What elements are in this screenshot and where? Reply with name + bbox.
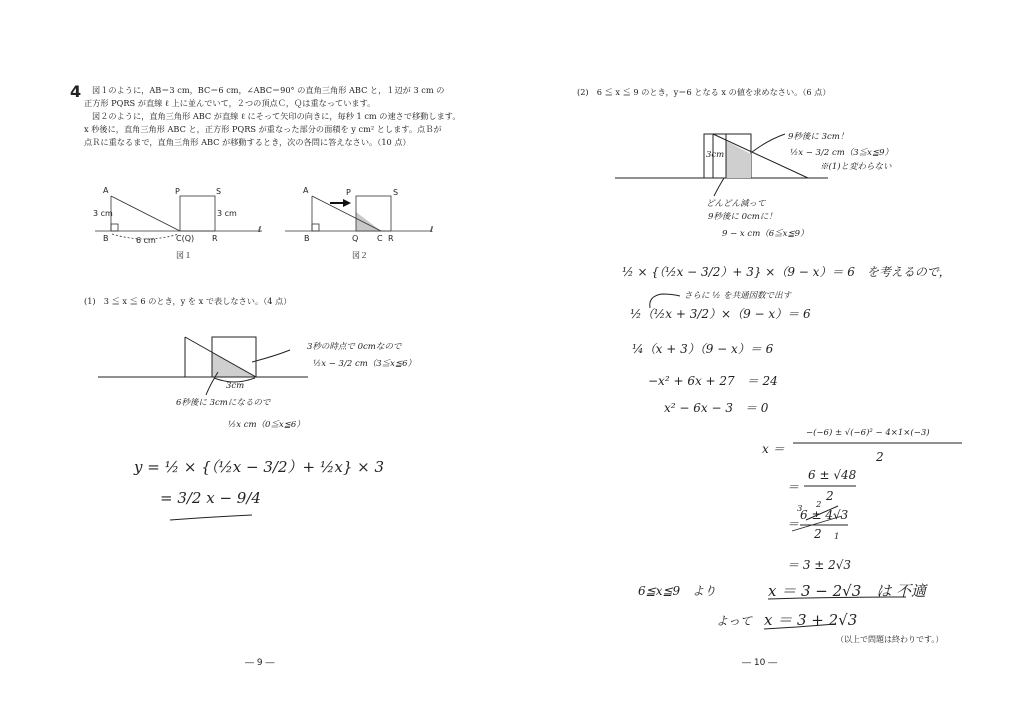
fig2-caption: 図２ (352, 251, 368, 260)
q1-work-line-2: = 3/2 x − 9/4 (160, 489, 261, 507)
q2-note-2a: どんどん減って (706, 199, 766, 209)
fig2-label-b: B (304, 234, 310, 243)
q1-work-line-1: y = ½ × {（½x − 3/2）+ ½x} × 3 (134, 458, 385, 476)
fig2-label-c: C (377, 234, 383, 243)
q2-work-line-5: x² − 6x − 3 ＝ 0 (664, 401, 769, 415)
q2-note-1b: ½x − 3/2 cm（3≦x≦9） (790, 148, 893, 158)
q2-then: よって (716, 614, 753, 628)
q2-work-line-3: ¼（x + 3）（9 − x）＝ 6 (632, 342, 774, 356)
step3-cancel-3: 3 (797, 504, 803, 514)
fig1-bc-length: 6 cm (136, 236, 156, 245)
q2-work-line-2: ½（½x + 3/2）×（9 − x）＝ 6 (630, 307, 811, 321)
problem-number: 4 (70, 82, 82, 101)
question-1: (1) 3 ≦ x ≦ 6 のとき，y を x で表しなさい。（4 点） (84, 296, 292, 306)
fig2-line-label: ℓ (430, 225, 434, 234)
fig2-label-a: A (303, 186, 309, 195)
fig2-label-s: S (393, 188, 399, 197)
intro-line-3: 図２のように，直角三角形 ABC が直線 ℓ にそって矢印の向きに，毎秒 1 cm の速さで移動します。 (92, 111, 461, 121)
q2-work-line-9: ＝ 3 ± 2√3 (787, 558, 852, 572)
q1-note-1a: 3秒の時点で 0cmなので (307, 342, 402, 352)
fig1-label-b: B (103, 234, 109, 243)
step3-numerator: 6 ± 4√3 (800, 508, 849, 522)
page-number-left: ― 9 ― (245, 658, 275, 668)
step3-denominator: 2 (814, 527, 822, 541)
quadratic-numerator: −(−6) ± √(−6)² − 4×1×(−3) (806, 428, 930, 438)
step2-numerator: 6 ± √48 (808, 468, 857, 482)
q2-answer: x ＝ 3 + 2√3 (764, 611, 858, 629)
fig1-label-a: A (103, 186, 109, 195)
fig1-line-label: ℓ (258, 225, 262, 234)
fig1-label-r: R (212, 234, 218, 243)
step3-cancel-2: 2 (816, 500, 822, 510)
fig1-label-cq: C(Q) (176, 234, 195, 243)
fig1-caption: 図１ (176, 251, 192, 260)
intro-line-1: 図１のように，AB＝3 cm，BC＝6 cm，∠ABC＝90° の直角三角形 ABC と，１辺が 3 cm の (92, 85, 445, 95)
fig1-ab-length: 3 cm (93, 209, 113, 218)
q1-note-2a: 6秒後に 3cmになるので (176, 398, 271, 408)
intro-line-5: 点Ｒに重なるまで，直角三角形 ABC が移動するとき，次の各問に答えなさい。（10 点） (84, 137, 411, 147)
q2-reject: x ＝ 3 − 2√3 は 不適 (768, 582, 927, 600)
intro-line-4: x 秒後に，直角三角形 ABC と，正方形 PQRS が重なった部分の面積を y cm² とします。点Ｂが (84, 124, 442, 134)
fig1-square-length: 3 cm (217, 209, 237, 218)
q1-note-1b: ½x − 3/2 cm（3≦x≦6） (313, 359, 416, 369)
intro-line-2: 正方形 PQRS が直線 ℓ 上に並んでいて，２つの頂点Ｃ，Ｑは重なっています。 (84, 98, 376, 108)
q1-base-note: 3cm (226, 381, 245, 391)
fig2-label-q: Q (352, 234, 359, 243)
quadratic-denominator: 2 (876, 450, 884, 464)
end-note: （以上で問題は終わりです。） (836, 635, 944, 644)
fig1-label-s: S (216, 187, 222, 196)
page-number-right: ― 10 ― (742, 658, 778, 668)
fig2-label-p: P (346, 188, 351, 197)
q2-note-2b: 9秒後に 0cmに！ (708, 212, 777, 222)
q2-work-note: さらに ½ を共通因数で出す (684, 291, 792, 301)
q2-note-1a: 9秒後に 3cm！ (788, 132, 849, 142)
q2-side-note: 3cm (706, 150, 725, 160)
step3-cancel-1: 1 (834, 532, 840, 542)
q2-work-line-4: −x² + 6x + 27 ＝ 24 (648, 374, 778, 388)
step2-equals: ＝ (787, 480, 800, 494)
fig2-label-r: R (388, 234, 394, 243)
fig1-label-p: P (175, 187, 180, 196)
q1-note-2b: ½x cm（0≦x≦6） (228, 420, 305, 430)
step2-denominator: 2 (826, 489, 834, 503)
q2-note-2c: 9 − x cm（6≦x≦9） (722, 229, 809, 239)
question-2: (2) 6 ≦ x ≦ 9 のとき，y＝6 となる x の値を求めなさい。（6 点） (577, 87, 831, 97)
step3-equals: ＝ (787, 517, 800, 531)
q2-note-1c: ※(1)と変わらない (820, 162, 892, 172)
quadratic-x-equals: x ＝ (762, 442, 785, 456)
q2-work-line-1: ½ × {（½x − 3/2）+ 3} ×（9 − x）＝ 6 を考えるので， (622, 265, 951, 279)
q2-condition: 6≦x≦9 より (638, 584, 717, 598)
